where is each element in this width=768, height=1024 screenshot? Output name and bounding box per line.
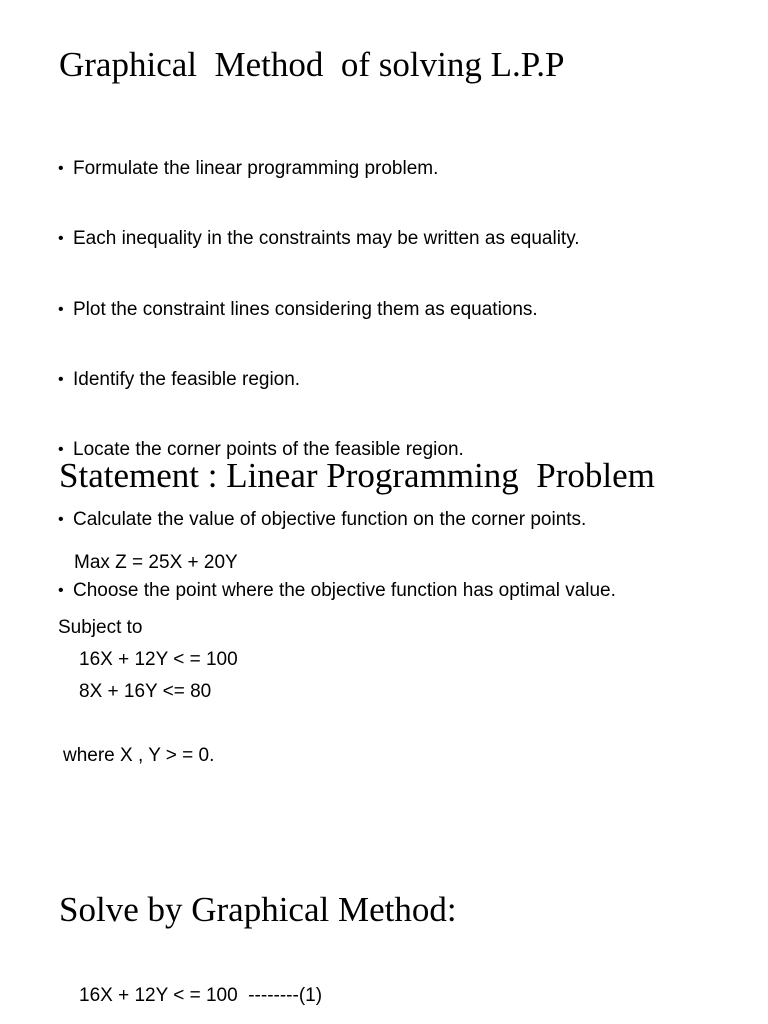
bullet-icon: • [58, 300, 64, 318]
step-text: Identify the feasible region. [73, 368, 301, 390]
section-title-solve: Solve by Graphical Method: [59, 890, 457, 929]
section-title-graphical-method: Graphical Method of solving L.P.P [59, 45, 565, 84]
bullet-icon: • [58, 441, 64, 459]
bullet-icon: • [58, 160, 64, 177]
list-item [58, 229, 616, 261]
list-item [58, 300, 616, 332]
objective-function: Max Z = 25X + 20Y [74, 552, 238, 573]
step-text: Choose the point where the objective function has optimal value. [73, 579, 616, 601]
nonnegativity-condition: where X , Y > = 0. [63, 745, 215, 766]
step-text: Calculate the value of objective function on the corner points. [73, 509, 587, 531]
bullet-icon: • [58, 581, 64, 599]
step-text: Locate the corner points of the feasible region. [73, 439, 464, 461]
step-text: Each inequality in the constraints may be written as equality. [73, 228, 580, 250]
equation-1: 16X + 12Y < = 100 --------(1) [79, 985, 323, 1006]
list-item [58, 510, 616, 542]
list-item [58, 370, 616, 402]
bullet-icon: • [58, 511, 64, 529]
list-item [58, 581, 616, 613]
step-text: Formulate the linear programming problem. [73, 158, 439, 179]
bullet-icon: • [58, 230, 64, 248]
constraint-1: 16X + 12Y < = 100 [79, 649, 238, 670]
step-text: Plot the constraint lines considering them as equations. [73, 298, 538, 320]
constraint-2: 8X + 16Y <= 80 [79, 681, 212, 702]
subject-to-label: Subject to [58, 617, 143, 638]
bullet-icon: • [58, 370, 64, 388]
list-item [58, 159, 616, 191]
section-title-statement: Statement : Linear Programming Problem [59, 456, 655, 495]
